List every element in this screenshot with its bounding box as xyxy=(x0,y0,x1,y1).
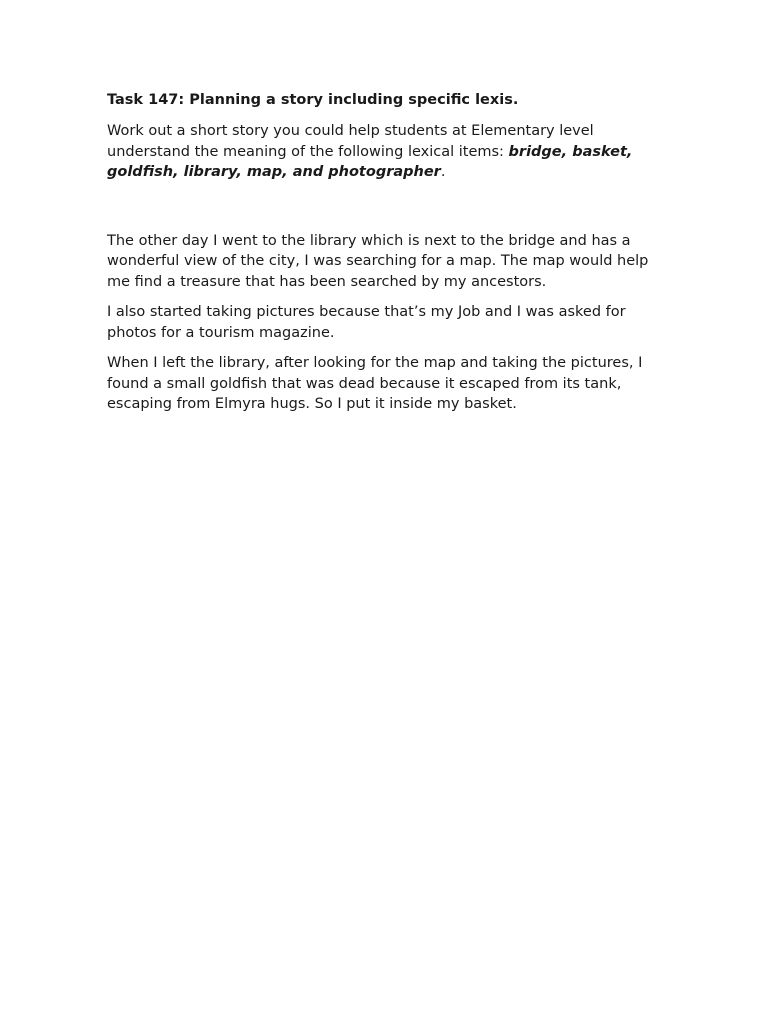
instructions-intro: Work out a short story you could help students at Elementary level understand the meaning of the following lexical items: xyxy=(107,123,594,160)
task-instructions xyxy=(107,121,667,183)
story-paragraph-3: When I left the library, after looking for the map and taking the pictures, I found a small goldfish that was dead because it escaped from its tank, escaping from Elmyra hugs. So I put it inside my basket. xyxy=(107,355,643,412)
story-paragraph-2: I also started taking pictures because that’s my Job and I was asked for photos for a tourism magazine. xyxy=(107,304,626,341)
lexical-items: bridge, basket, goldfish, library, map, and photographer xyxy=(107,143,633,180)
instructions-end: . xyxy=(440,164,446,180)
task-title: Task 147: Planning a story including specific lexis. xyxy=(107,92,519,108)
story-paragraph-1: The other day I went to the library which is next to the bridge and has a wonderful view of the city, I was searching for a map. The map would help me find a treasure that has been searched by my ancestors. xyxy=(107,232,649,290)
document-page xyxy=(107,90,667,425)
